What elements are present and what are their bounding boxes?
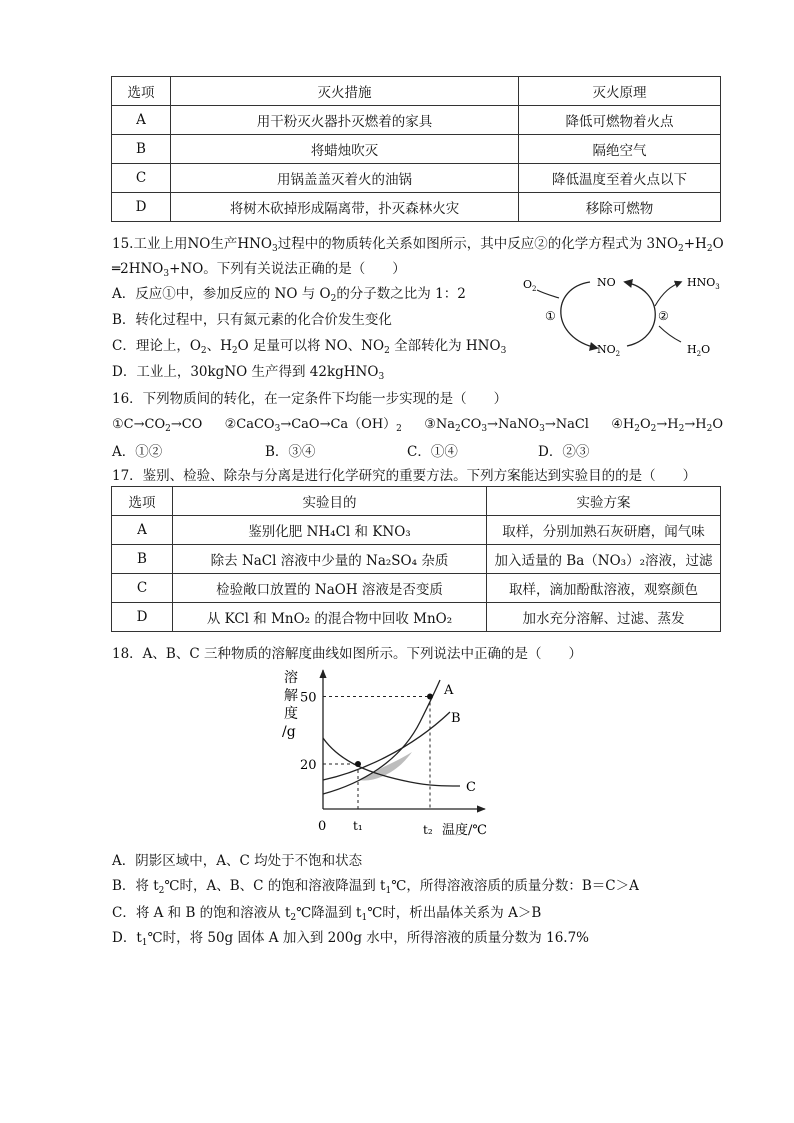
q15-stem-line1: 15.工业上用NO生产$HNO_3$过程中的物质转化关系如图所示，其中反应②的化学方程式为 $3NO_2+H_2O$ — [112, 236, 724, 254]
text: O — [639, 417, 651, 432]
q18-option-d — [112, 926, 589, 948]
table-header-cell: 选项 — [112, 77, 171, 106]
y-axis-label-char: 溶 — [284, 670, 298, 686]
q18-option-b — [112, 874, 639, 896]
q15-option-a: A．反应①中，参加反应的 NO 与 $O_2$的分子数之比为 1：2 — [112, 286, 466, 304]
h2o-label: $H_2O$ — [687, 343, 711, 358]
y-tick-label: 20 — [300, 758, 317, 773]
q15-option-d: D．工业上，30kgNO 生产得到 42kgHNO$_3$ — [112, 364, 385, 382]
text: 1 — [361, 913, 368, 923]
table-row — [112, 135, 721, 164]
text: +H — [683, 236, 707, 252]
hno3-label: $HNO_3$ — [687, 276, 720, 291]
table-header-cell: 灭火措施 — [171, 77, 519, 106]
text: ℃，所得溶液溶质的质量分数：B＝C＞A — [391, 878, 639, 894]
text: 2 — [454, 424, 461, 434]
data-point — [427, 694, 433, 700]
text: O — [712, 417, 723, 432]
reaction1-arrow — [561, 282, 597, 348]
series-label-B: B — [451, 711, 461, 726]
reaction2-label: ② — [658, 309, 669, 323]
q15-option-b: B．转化过程中，只有氮元素的化合价发生变化 — [112, 312, 392, 328]
text: B．将 t — [112, 878, 159, 894]
table-cell: 将树木砍掉形成隔离带，扑灭森林火灾 — [171, 193, 519, 222]
text: ℃降温到 t — [296, 905, 362, 921]
text: 3 — [274, 424, 281, 434]
text: 2 — [158, 886, 165, 896]
text: 1 — [141, 938, 148, 948]
text: ℃时，A、B、C 的饱和溶液降温到 t — [164, 878, 386, 894]
table-cell: A — [112, 106, 171, 135]
q18-stem: 18．A、B、C 三种物质的溶解度曲线如图所示。下列说法中正确的是（ ） — [112, 646, 582, 662]
text: ℃时，将 50g 固体 A 加入到 200g 水中，所得溶液的质量分数为 16.7% — [147, 930, 589, 946]
table-cell: 取样，分别加熟石灰研磨，闻气味 — [487, 516, 721, 545]
text: 15.工业上用NO生产HNO — [112, 236, 273, 252]
table-header-cell: 实验目的 — [173, 487, 487, 516]
text: →H — [656, 417, 679, 432]
table-row — [112, 545, 721, 574]
text: 3 — [539, 424, 545, 434]
text: 2 — [165, 424, 171, 434]
table-cell: 除去 NaCl 溶液中少量的 Na₂SO₄ 杂质 — [173, 545, 487, 574]
text: D．工业上，30kgNO 生产得到 42kgHNO — [112, 364, 379, 380]
table-cell: 加水充分溶解、过滤、蒸发 — [487, 603, 721, 632]
nitrogen-cycle-diagram — [515, 268, 730, 363]
data-point — [355, 761, 361, 767]
text: D．t — [112, 930, 142, 946]
text: →H — [684, 417, 707, 432]
table-cell: 鉴别化肥 NH₄Cl 和 KNO₃ — [173, 516, 487, 545]
text: O 足量可以将 NO、NO — [237, 338, 385, 354]
text: 2 — [678, 424, 685, 434]
x-tick-label: t₂ — [423, 823, 433, 837]
table-cell: 移除可燃物 — [519, 193, 721, 222]
y-axis-label-char: 度 — [284, 706, 298, 722]
text: ②CaCO — [224, 417, 275, 432]
table-cell: 隔绝空气 — [519, 135, 721, 164]
q16-items — [112, 413, 723, 434]
table-cell: 将蜡烛吹灭 — [171, 135, 519, 164]
table-cell: 降低温度至着火点以下 — [519, 164, 721, 193]
text: 3 — [481, 424, 488, 434]
q16-option-d: D．②③ — [538, 444, 590, 460]
q18-option-a: A．阴影区域中，A、C 均处于不饱和状态 — [112, 853, 363, 869]
table-row — [112, 164, 721, 193]
text: O — [712, 236, 724, 252]
q16-option-c: C．①④ — [407, 444, 458, 460]
table-header-cell: 选项 — [112, 487, 173, 516]
fire-table — [111, 76, 721, 222]
table-cell: 用锅盖盖灭着火的油锅 — [171, 164, 519, 193]
text: →CO — [170, 417, 203, 432]
text: →CaO→Ca（OH） — [280, 417, 397, 432]
text: 全部转化为 HNO — [389, 338, 501, 354]
no2-label: $NO_2$ — [597, 343, 621, 358]
table-row — [112, 516, 721, 545]
text: 2 — [290, 913, 297, 923]
text: CO — [460, 417, 482, 432]
table-cell: 取样，滴加酚酞溶液，观察颜色 — [487, 574, 721, 603]
table-cell: D — [112, 603, 173, 632]
table-header-cell: 实验方案 — [487, 487, 721, 516]
table-cell: A — [112, 516, 173, 545]
series-line-A — [323, 680, 440, 794]
text: →NaCl — [544, 417, 589, 432]
text: ═2HNO — [112, 261, 164, 277]
y-axis-label-char: 解 — [284, 688, 298, 704]
q16-option-b: B．③④ — [265, 444, 316, 460]
x-tick-label: t₁ — [353, 819, 363, 833]
table-row — [112, 603, 721, 632]
text: 过程中的物质转化关系如图所示，其中反应②的化学方程式为 3NO — [277, 236, 679, 252]
text: 的分子数之比为 1：2 — [336, 286, 466, 302]
q16-stem: 16．下列物质间的转化，在一定条件下均能一步实现的是（ ） — [112, 391, 508, 407]
text: 2 — [634, 424, 640, 434]
o2-label: $O_2$ — [523, 278, 537, 293]
text: 、H — [206, 338, 232, 354]
table-cell: D — [112, 193, 171, 222]
text: ①C→CO — [112, 417, 166, 432]
table-cell: B — [112, 545, 173, 574]
table-cell: B — [112, 135, 171, 164]
text: 2 — [706, 424, 713, 434]
q15-option-c: C．理论上，$O_2$、$H_2O$ 足量可以将 NO、$NO_2$ 全部转化为 $HNO_3$ — [112, 338, 507, 356]
solubility-chart — [270, 662, 500, 842]
series-line-C — [323, 738, 460, 786]
q17-stem: 17．鉴别、检验、除杂与分离是进行化学研究的重要方法。下列方案能达到实验目的的是（ ） — [112, 468, 697, 484]
text: C．理论上，O — [112, 338, 201, 354]
table-header-cell: 灭火原理 — [519, 77, 721, 106]
o2-feed-arrow — [537, 290, 559, 298]
text: 1 — [385, 886, 392, 896]
experiment-table — [111, 486, 721, 632]
series-label-A: A — [444, 683, 454, 698]
series-label-C: C — [466, 780, 476, 795]
text: ℃时，析出晶体关系为 A＞B — [367, 905, 542, 921]
q18-option-c — [112, 901, 541, 923]
table-row — [112, 106, 721, 135]
reaction1-label: ① — [545, 309, 556, 323]
table-cell: 用干粉灭火器扑灭燃着的家具 — [171, 106, 519, 135]
q15-stem-line2: $═2HNO_3+NO$。下列有关说法正确的是（ ） — [112, 261, 406, 279]
text: C．将 A 和 B 的饱和溶液从 t — [112, 905, 291, 921]
table-header-row — [112, 487, 721, 516]
reaction2-arrow — [625, 282, 655, 346]
origin-label: 0 — [318, 819, 327, 834]
q16-option-a: A．①② — [112, 444, 163, 460]
table-cell: 从 KCl 和 MnO₂ 的混合物中回收 MnO₂ — [173, 603, 487, 632]
hno3-arrow — [655, 282, 681, 306]
text: →NaNO — [487, 417, 540, 432]
table-cell: 检验敞口放置的 NaOH 溶液是否变质 — [173, 574, 487, 603]
table-cell: 加入适量的 Ba（NO₃）₂溶液，过滤 — [487, 545, 721, 574]
text: 2 — [650, 424, 657, 434]
text: ④H — [611, 417, 635, 432]
y-tick-label: 50 — [300, 690, 317, 706]
text: 2 — [396, 424, 402, 434]
table-header-row — [112, 77, 721, 106]
text: +NO。下列有关说法正确的是（ ） — [169, 261, 406, 277]
h2o-feed-arrow — [659, 326, 681, 342]
table-cell: C — [112, 574, 173, 603]
text: ③Na — [424, 417, 455, 432]
no-label: NO — [597, 276, 616, 289]
x-axis-label: 温度/℃ — [442, 823, 487, 838]
table-cell: C — [112, 164, 171, 193]
table-cell: 降低可燃物着火点 — [519, 106, 721, 135]
text: A．反应①中，参加反应的 NO 与 O — [112, 286, 331, 302]
y-axis-label-char: /g — [282, 724, 296, 740]
table-row — [112, 193, 721, 222]
table-row — [112, 574, 721, 603]
